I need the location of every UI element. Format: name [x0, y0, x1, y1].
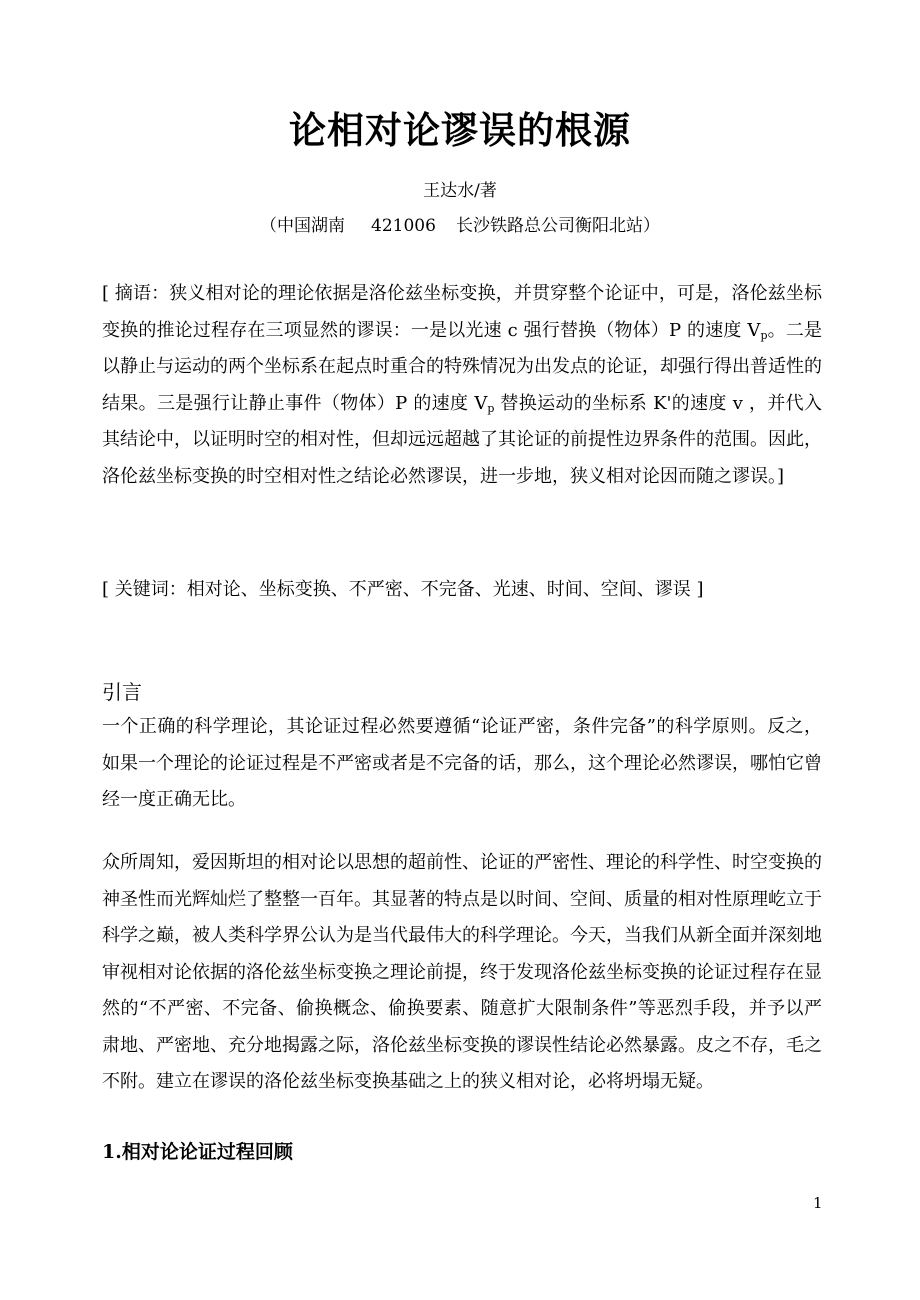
- affiliation-close-paren: ）: [642, 216, 660, 236]
- section-1-heading: 1.相对论论证过程回顾: [102, 1141, 293, 1163]
- paper-title: 论相对论谬误的根源: [289, 108, 631, 152]
- abstract-text-3: 替换运动的坐标系 K'的速度 v ，并代入其结论中，以证明时空的相对性，但却远远超越了其论证的前提性边界条件的范围。因此，洛伦兹坐标变换的时空相对性之结论必然谬误，进一步地，狭义相对论因而随之谬误。]: [102, 392, 822, 487]
- abstract-paragraph: [102, 276, 822, 495]
- intro-paragraph-1: 一个正确的科学理论，其论证过程必然要遵循“论证严密，条件完备”的科学原则。反之，如果一个理论的论证过程是不严密或者是不完备的话，那么，这个理论必然谬误，哪怕它曾经一度正确无比。: [102, 716, 822, 810]
- affiliation-org: 长沙铁路总公司衡阳北站: [455, 216, 643, 236]
- abstract-subscript-1: p: [760, 328, 768, 342]
- author-line: 王达水/著: [423, 181, 497, 201]
- intro-heading: 引言: [102, 680, 142, 704]
- abstract-subscript-2: p: [487, 401, 495, 415]
- keywords-line: [ 关键词：相对论、坐标变换、不严密、不完备、光速、时间、空间、谬误 ]: [102, 579, 704, 600]
- intro-paragraph-2: 众所周知，爱因斯坦的相对论以思想的超前性、论证的严密性、理论的科学性、时空变换的神圣性而光辉灿烂了整整一百年。其显著的特点是以时间、空间、质量的相对性原理屹立于科学之巅，被人类科学界公认为是当代最伟大的科学理论。今天，当我们从新全面并深刻地审视相对论依据的洛伦兹坐标变换之理论前提，终于发现洛伦兹坐标变换的论证过程存在显然的“不严密、不完备、偷换概念、偷换要素、随意扩大限制条件”等恶烈手段，并予以严肃地、严密地、充分地揭露之际，洛伦兹坐标变换的谬误性结论必然暴露。皮之不存，毛之不附。建立在谬误的洛伦兹坐标变换基础之上的狭义相对论，必将坍塌无疑。: [102, 852, 822, 1092]
- affiliation-region: 中国湖南: [277, 216, 346, 236]
- affiliation-line: [0, 211, 920, 236]
- abstract-text-2: 。二是以静止与运动的两个坐标系在起点时重合的特殊情况为出发点的论证，却强行得出普适性的结果。三是强行让静止事件（物体）P 的速度 V: [102, 319, 822, 414]
- abstract-text-1: [ 摘语：狭义相对论的理论依据是洛伦兹坐标变换，并贯穿整个论证中，可是，洛伦兹坐标变换的推论过程存在三项显然的谬误：一是以光速 c 强行替换（物体）P 的速度 V: [102, 283, 822, 341]
- affiliation-open-paren: （: [260, 216, 278, 236]
- page-number: 1: [813, 1194, 823, 1212]
- affiliation-postcode: 421006: [371, 216, 436, 236]
